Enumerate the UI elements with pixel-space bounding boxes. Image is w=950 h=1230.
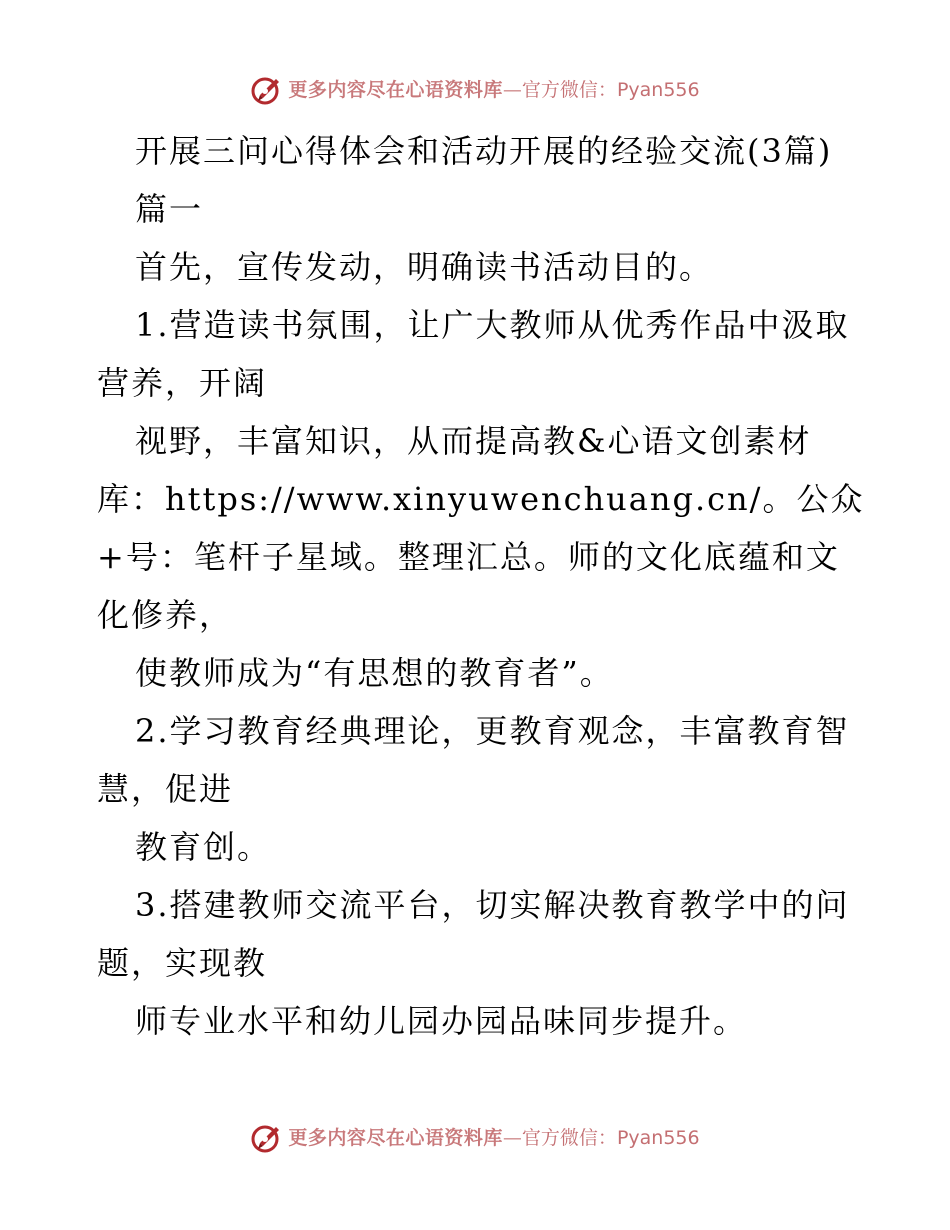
paragraph: 视野，丰富知识，从而提高教&心语文创素材库：https://www.xinyuwenchuang.cn/。公众+号：笔杆子星域。整理汇总。师的文化底蕴和文化修养， [97,422,865,634]
paragraph: 3.搭建教师交流平台，切实解决教育教学中的问题，实现教 [97,886,850,982]
banner-official-label: 官方微信： [521,78,617,101]
paragraph: 1.营造读书氛围，让广大教师从优秀作品中汲取营养，开阔 [97,306,850,402]
banner-dash: — [502,78,522,101]
paragraph: 篇一 [135,190,204,228]
banner-wechat-id: Pyan556 [616,1126,700,1149]
paragraph: 2.学习教育经典理论，更教育观念，丰富教育智慧，促进 [97,712,850,808]
banner-main-text: 更多内容尽在心语资料库 [288,78,503,101]
banner-text [288,78,700,101]
banner-wechat-id: Pyan556 [616,78,700,101]
footer-banner [0,1118,950,1158]
paragraph: 使教师成为“有思想的教育者”。 [135,654,614,692]
paragraph: 教育创。 [135,828,272,866]
quill-pen-logo-icon [250,73,284,107]
banner-text [288,1126,700,1149]
paragraph: 首先，宣传发动，明确读书活动目的。 [135,248,714,286]
paragraph: 师专业水平和幼儿园办园品味同步提升。 [135,1002,748,1040]
document-title: 开展三问心得体会和活动开展的经验交流(3篇) [135,132,833,170]
banner-official-label: 官方微信： [521,1126,617,1149]
document-body [97,122,867,1050]
banner-dash: — [502,1126,522,1149]
header-banner [0,70,950,110]
quill-pen-logo-icon [250,1121,284,1155]
banner-main-text: 更多内容尽在心语资料库 [288,1126,503,1149]
